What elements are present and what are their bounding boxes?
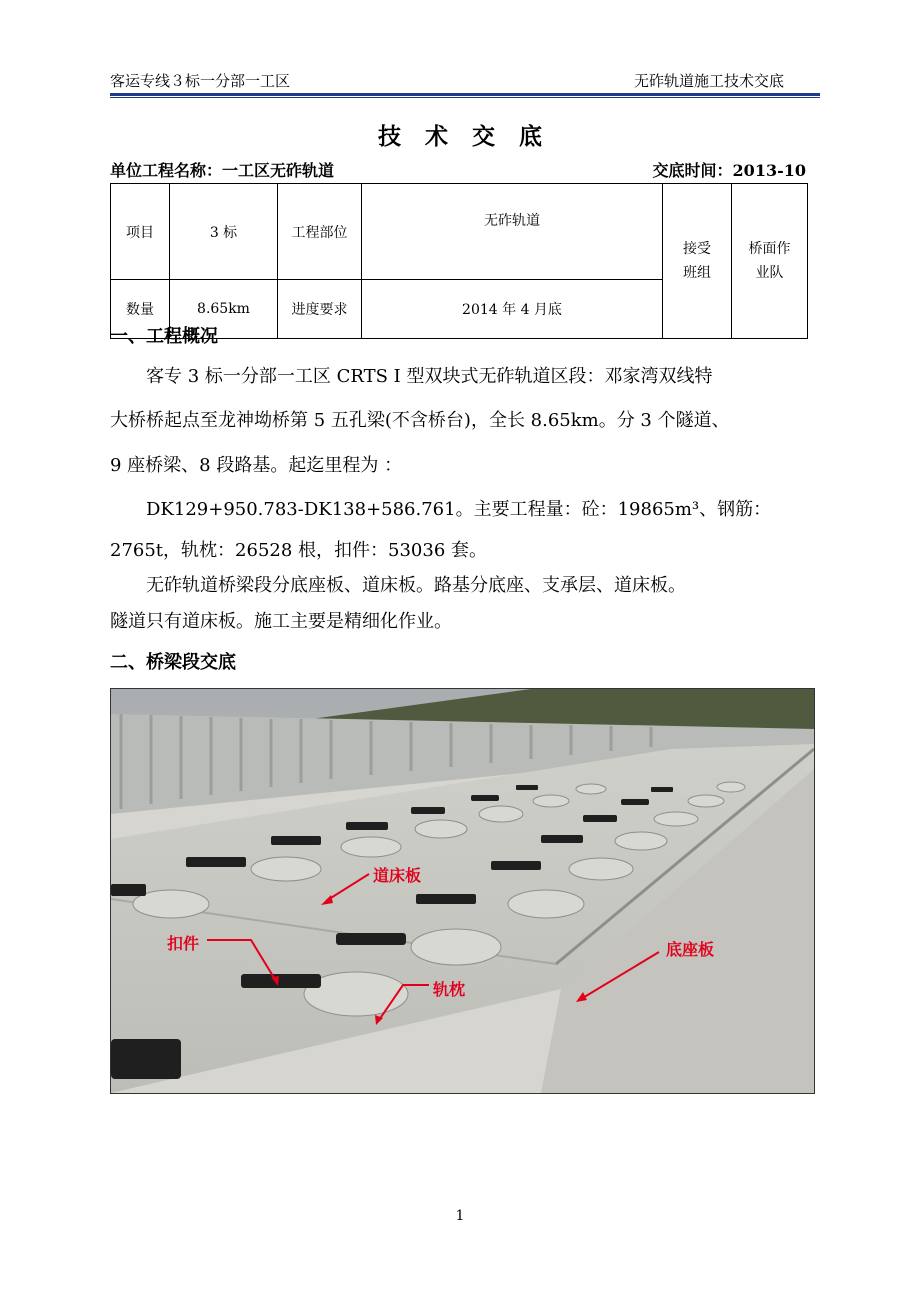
team-value-2: 业队 xyxy=(755,265,784,281)
part-label: 工程部位 xyxy=(278,184,362,280)
progress-value: 2014 年 4 月底 xyxy=(362,280,663,339)
item-label: 项目 xyxy=(111,184,170,280)
paragraph-line: 9 座桥梁、8 段路基。起迄里程为 ： xyxy=(110,455,403,476)
info-table xyxy=(110,183,808,339)
handover-date: 交底时间：2013-10 xyxy=(652,161,806,180)
paragraph-line: 隧道只有道床板。施工主要是精细化作业。 xyxy=(110,611,452,632)
paragraph-line: 客专 3 标一分部一工区 CRTS I 型双块式无砟轨道区段：邓家湾双线特 xyxy=(146,366,713,387)
label-base: 底座板 xyxy=(666,940,715,959)
page-number: 1 xyxy=(455,1208,465,1224)
header-rule-thin xyxy=(110,97,820,98)
part-value: 无砟轨道 xyxy=(362,184,663,280)
section-2-heading: 二、桥梁段交底 xyxy=(110,652,236,673)
paragraph-line: 2765t，轨枕：26528 根，扣件：53036 套。 xyxy=(110,540,488,561)
unit-name: 单位工程名称：一工区无砟轨道 xyxy=(110,161,335,180)
track-construction-photo xyxy=(110,688,815,1094)
item-value: 3 标 xyxy=(170,184,278,280)
paragraph-line: 无砟轨道桥梁段分底座板、道床板。路基分底座、支承层、道床板。 xyxy=(146,575,686,596)
section-1-heading: 一、工程概况 xyxy=(110,326,218,347)
qty-value: 8.65km xyxy=(170,280,278,339)
receive-label-1: 接受 xyxy=(683,241,711,257)
paragraph-line: 大桥桥起点至龙神坳桥第 5 五孔梁(不含桥台)，全长 8.65km。分 3 个隧道、 xyxy=(110,410,730,431)
header-right: 无砟轨道施工技术交底 xyxy=(633,72,784,90)
paragraph-line: DK129+950.783-DK138+586.761。主要工程量：砼：19865m³、钢筋： xyxy=(146,499,772,520)
header-left: 客运专线３标一分部一工区 xyxy=(110,72,291,90)
page-title: 技术交底 xyxy=(378,123,566,150)
receive-label xyxy=(663,184,732,339)
progress-label: 进度要求 xyxy=(278,280,362,339)
team-value-1: 桥面作 xyxy=(748,241,791,257)
label-fastener: 扣件 xyxy=(167,934,200,953)
label-track-bed: 道床板 xyxy=(373,866,422,885)
photo-illustration xyxy=(111,689,814,1093)
receive-label-2: 班组 xyxy=(683,265,711,281)
team-value xyxy=(732,184,808,339)
qty-label: 数量 xyxy=(111,280,170,339)
header-rule xyxy=(110,93,820,96)
label-sleeper: 轨枕 xyxy=(433,980,466,999)
